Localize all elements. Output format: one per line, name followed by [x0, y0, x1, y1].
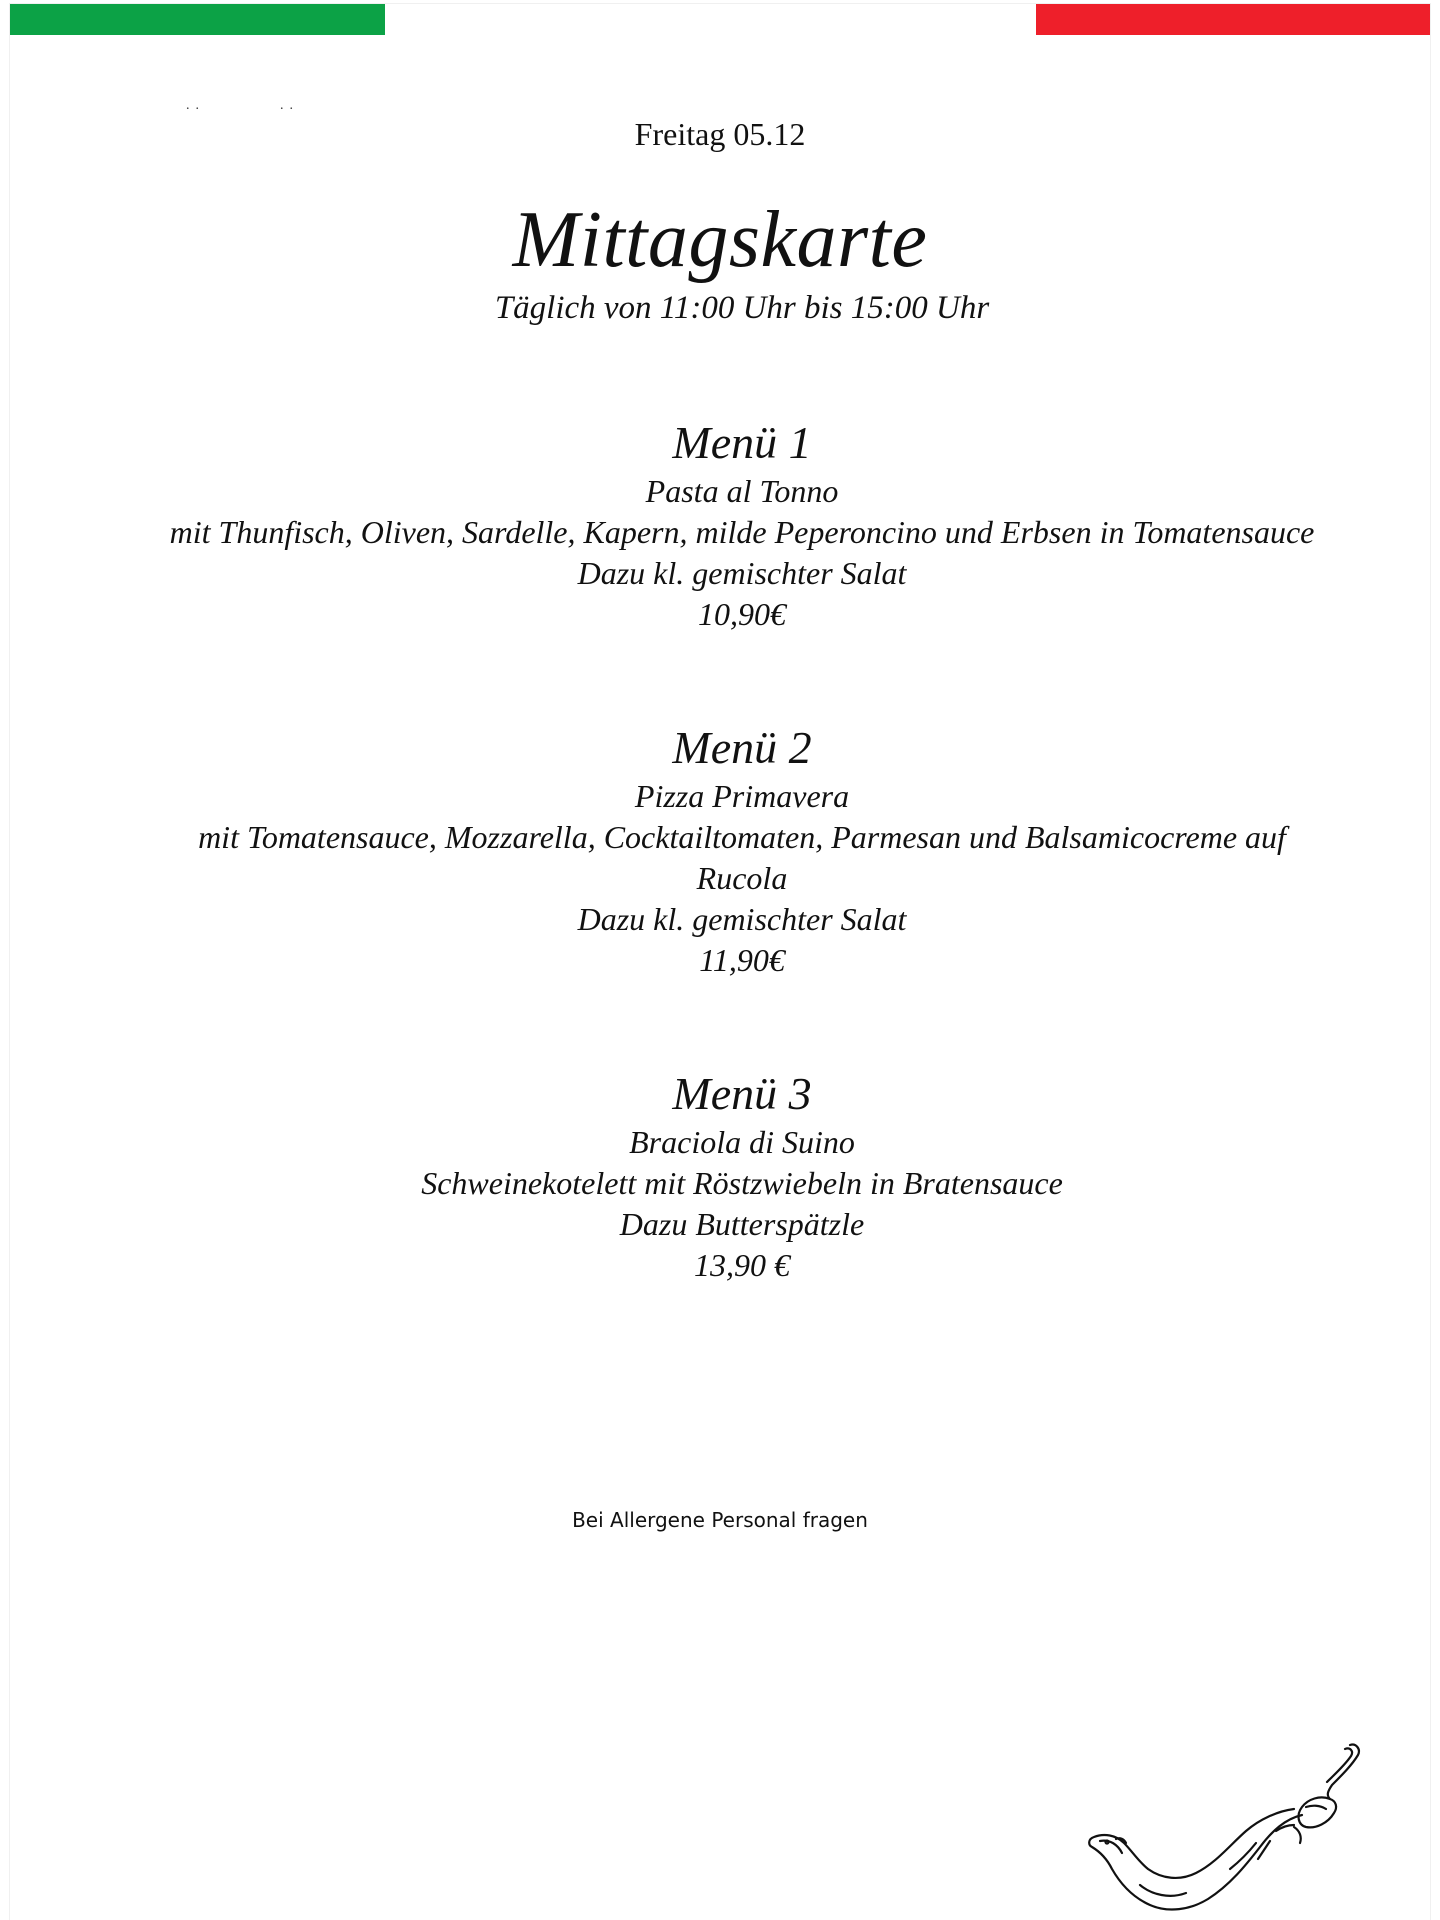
dish-name: Pasta al Tonno: [645, 473, 839, 509]
menu-item-2: [0, 720, 1440, 981]
menu-date: Freitag 05.12: [634, 116, 806, 152]
dish-side: Dazu kl. gemischter Salat: [577, 901, 907, 937]
dish-description: Schweinekotelett mit Röstzwiebeln in Bratensauce: [421, 1165, 1063, 1201]
page-title: Mittagskarte: [512, 196, 928, 284]
dish-name: Braciola di Suino: [629, 1124, 855, 1160]
menu-name: Menü 1: [672, 417, 812, 468]
menu-item-3: [0, 1066, 1440, 1286]
dish-side: Dazu kl. gemischter Salat: [577, 555, 907, 591]
decorative-dots: ..: [280, 98, 299, 113]
menu-name: Menü 3: [672, 1068, 812, 1119]
dish-price: 11,90€: [699, 942, 785, 978]
dish-price: 13,90 €: [694, 1247, 790, 1283]
flag-stripe-green: [10, 4, 385, 35]
dish-description: mit Tomatensauce, Mozzarella, Cocktailtomaten, Parmesan und Balsamicocreme auf: [198, 819, 1286, 855]
dish-description: Rucola: [696, 860, 788, 896]
decorative-dots: ..: [186, 98, 205, 113]
allergen-note: Bei Allergene Personal fragen: [572, 1508, 868, 1532]
dish-description: mit Thunfisch, Oliven, Sardelle, Kapern, milde Peperoncino und Erbsen in Tomatensauce: [169, 514, 1315, 550]
menu-name: Menü 2: [672, 722, 812, 773]
dish-price: 10,90€: [698, 596, 786, 632]
menu-item-1: [0, 415, 1440, 635]
dish-side: Dazu Butterspätzle: [619, 1206, 865, 1242]
chili-pepper-icon: [1080, 1735, 1370, 1920]
opening-hours: Täglich von 11:00 Uhr bis 15:00 Uhr: [494, 290, 990, 326]
flag-stripe-red: [1036, 4, 1430, 35]
dish-name: Pizza Primavera: [634, 778, 850, 814]
